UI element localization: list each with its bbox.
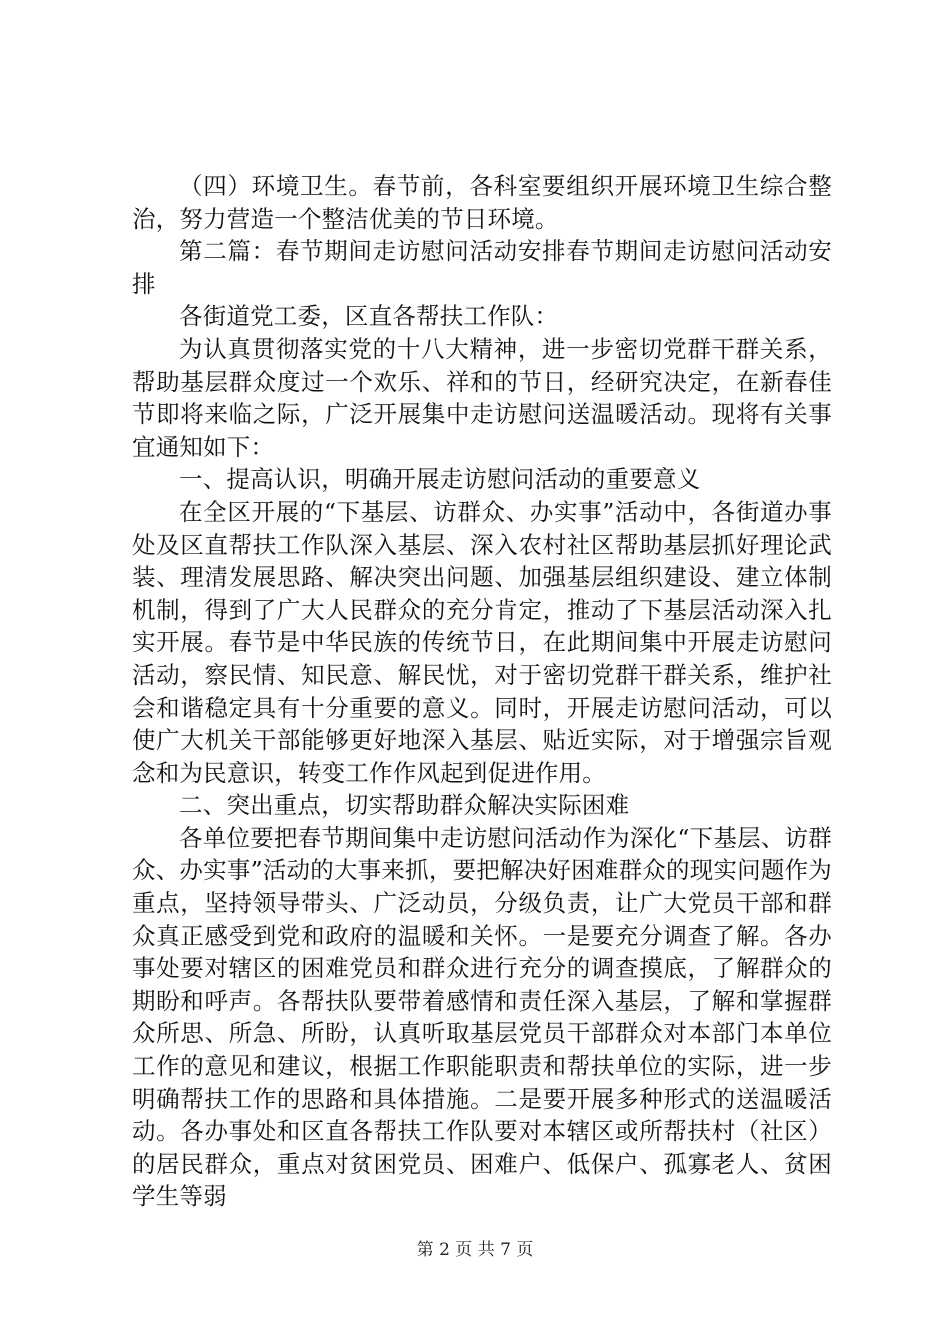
- document-body: [132, 170, 832, 1213]
- paragraph-section-title: 第二篇：春节期间走访慰问活动安排春节期间走访慰问活动安排: [132, 237, 832, 298]
- heading-part-two: 二、突出重点，切实帮助群众解决实际困难: [179, 791, 630, 820]
- paragraph-addressee: 各街道党工委，区直各帮扶工作队：: [179, 302, 559, 331]
- paragraph-part-two-body: 各单位要把春节期间集中走访慰问活动作为深化“下基层、访群众、办实事”活动的大事来抓，要把解决好困难群众的现实问题作为重点，坚持领导带头、广泛动员，分级负责，让广大党员干部和群众真正感受到党和政府的温暖和关怀。一是要充分调查了解。各办事处要对辖区的困难党员和群众进行充分的调查摸底，了解群众的期盼和呼声。各帮扶队要带着感情和责任深入基层，了解和掌握群众所思、所急、所盼，认真听取基层党员干部群众对本部门本单位工作的意见和建议，根据工作职能职责和帮扶单位的实际，进一步明确帮扶工作的思路和具体措施。二是要开展多种形式的送温暖活动。各办事处和区直各帮扶工作队要对本辖区或所帮扶村（社区）的居民群众，重点对贫困党员、困难户、低保户、孤寡老人、贫困学生等弱: [132, 823, 832, 1211]
- paragraph-introduction: 为认真贯彻落实党的十八大精神，进一步密切党群干群关系，帮助基层群众度过一个欢乐、祥和的节日，经研究决定，在新春佳节即将来临之际，广泛开展集中走访慰问送温暖活动。现将有关事宜通知如下：: [132, 334, 832, 461]
- paragraph-part-one-body: 在全区开展的“下基层、访群众、办实事”活动中，各街道办事处及区直帮扶工作队深入基层、深入农村社区帮助基层抓好理论武装、理清发展思路、解决突出问题、加强基层组织建设、建立体制机制，得到了广大人民群众的充分肯定，推动了下基层活动深入扎实开展。春节是中华民族的传统节日，在此期间集中开展走访慰问活动，察民情、知民意、解民忧，对于密切党群干群关系，维护社会和谐稳定具有十分重要的意义。同时，开展走访慰问活动，可以使广大机关干部能够更好地深入基层、贴近实际，对于增强宗旨观念和为民意识，转变工作作风起到促进作用。: [132, 497, 832, 787]
- heading-part-one: 一、提高认识，明确开展走访慰问活动的重要意义: [179, 465, 701, 494]
- page-number-footer: 第 2 页 共 7 页: [416, 1240, 534, 1260]
- paragraph-environment-hygiene: （四）环境卫生。春节前，各科室要组织开展环境卫生综合整治，努力营造一个整洁优美的节日环境。: [132, 172, 832, 233]
